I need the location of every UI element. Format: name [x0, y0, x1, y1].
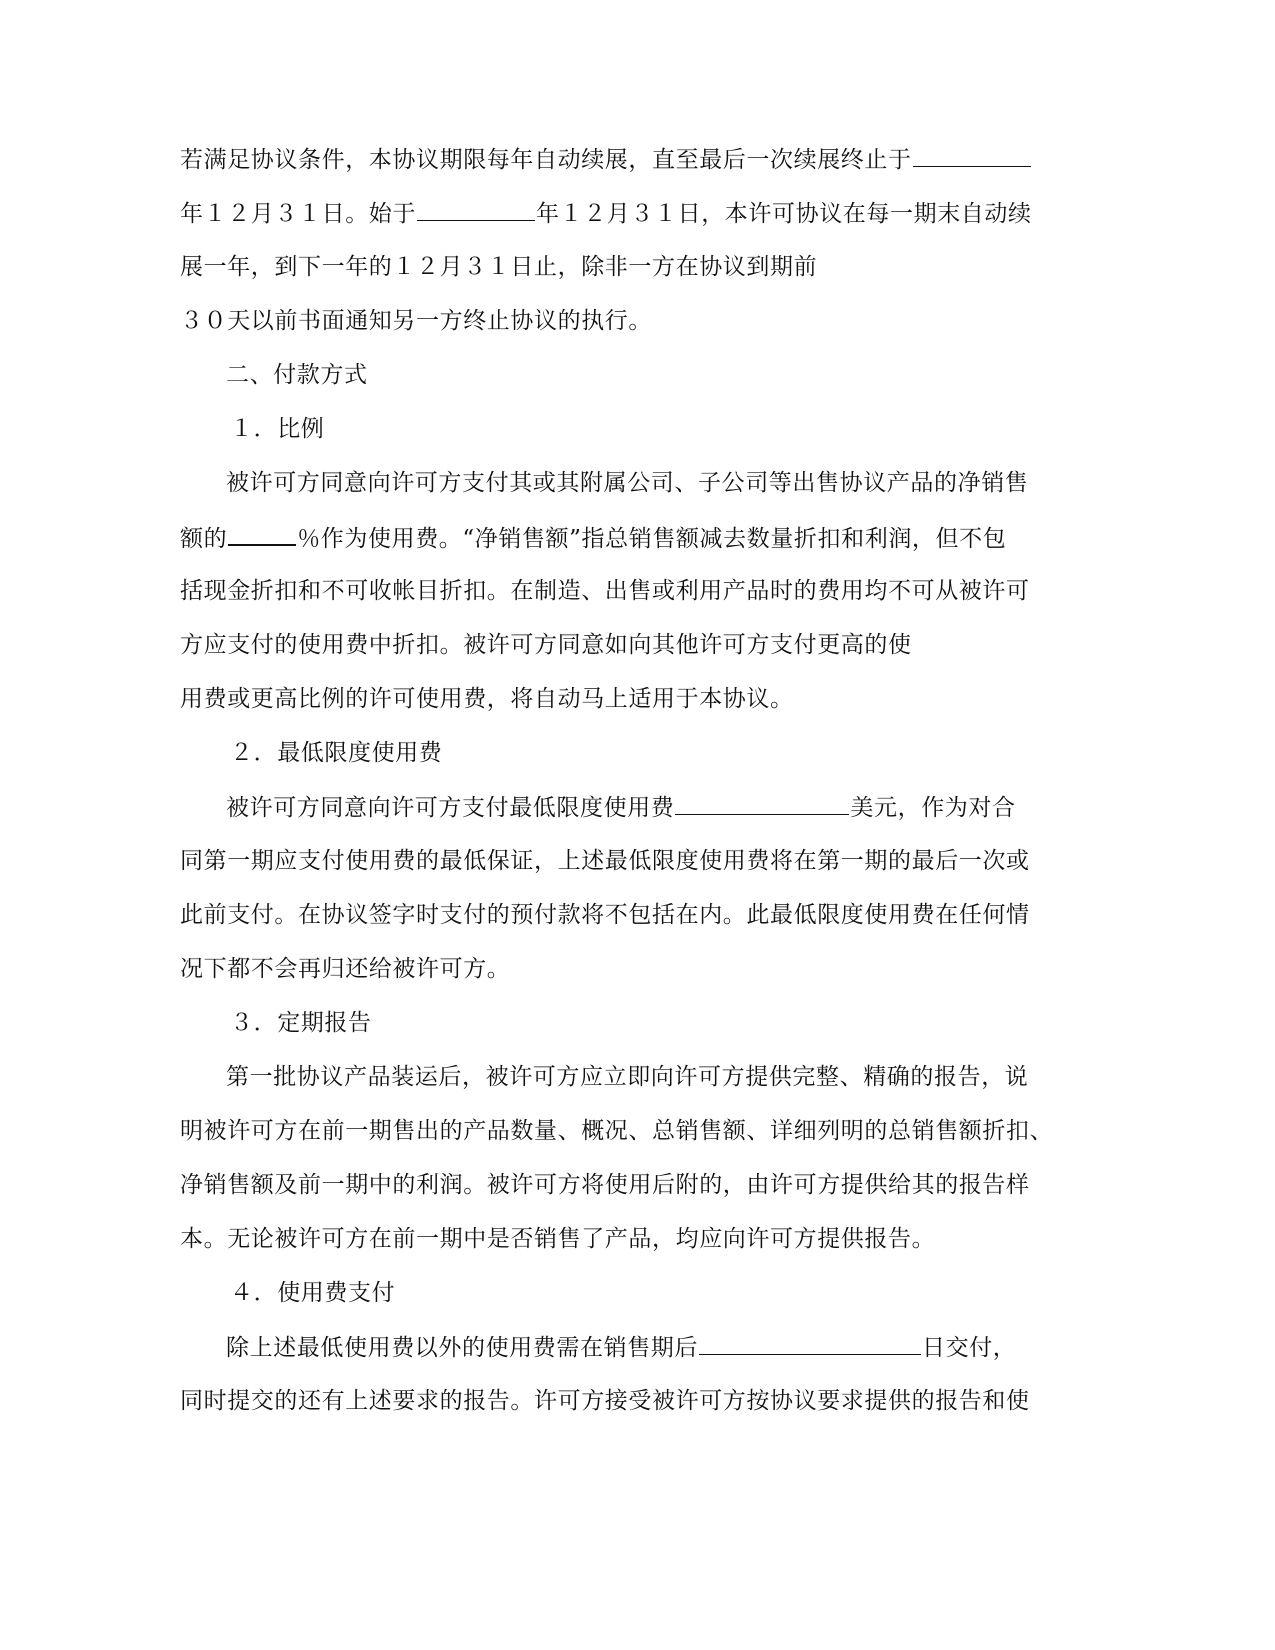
text-segment: ３０天以前书面通知另一方终止协议的执行。	[180, 308, 652, 334]
subsection-heading	[230, 1278, 395, 1308]
text-line	[180, 1116, 1053, 1146]
text-segment: 第一批协议产品装运后，被许可方应立即向许可方提供完整、精确的报告，说	[226, 1064, 1029, 1090]
text-segment: 年１２月３１日。始于	[180, 201, 416, 227]
section-heading	[226, 360, 368, 390]
heading-text: １．比例	[230, 416, 325, 442]
text-segment: 日交付，	[922, 1335, 1017, 1361]
fill-in-blank	[675, 792, 849, 815]
fill-in-blank	[417, 198, 535, 221]
text-segment: 同时提交的还有上述要求的报告。许可方接受被许可方按协议要求提供的报告和使	[180, 1388, 1030, 1414]
subsection-heading	[230, 738, 442, 768]
text-segment: 此前支付。在协议签字时支付的预付款将不包括在内。此最低限度使用费在任何情	[180, 902, 1030, 928]
text-line	[180, 252, 817, 282]
fill-in-blank	[228, 522, 296, 546]
text-line	[180, 1224, 935, 1254]
text-segment: 方应支付的使用费中折扣。被许可方同意如向其他许可方支付更高的使	[180, 632, 912, 658]
text-segment: 本。无论被许可方在前一期中是否销售了产品，均应向许可方提供报告。	[180, 1226, 936, 1252]
text-line	[180, 954, 510, 984]
text-segment: 除上述最低使用费以外的使用费需在销售期后	[226, 1335, 698, 1361]
text-segment: 同第一期应支付使用费的最低保证，上述最低限度使用费将在第一期的最后一次或	[180, 848, 1030, 874]
text-segment: 若满足协议条件，本协议期限每年自动续展，直至最后一次续展终止于	[180, 147, 912, 173]
text-segment: 况下都不会再归还给被许可方。	[180, 956, 511, 982]
text-line	[180, 1386, 1030, 1416]
fill-in-blank	[699, 1332, 921, 1355]
text-segment: 用费或更高比例的许可使用费，将自动马上适用于本协议。	[180, 686, 794, 712]
text-line	[180, 576, 1030, 606]
text-segment: 展一年，到下一年的１２月３１日止，除非一方在协议到期前	[180, 254, 818, 280]
heading-text: ３．定期报告	[230, 1010, 372, 1036]
text-line	[180, 630, 912, 660]
text-line	[180, 900, 1030, 930]
text-segment: 年１２月３１日，本许可协议在每一期末自动续	[536, 201, 1032, 227]
text-line	[180, 846, 1030, 876]
text-segment: 括现金折扣和不可收帐目折扣。在制造、出售或利用产品时的费用均不可从被许可	[180, 578, 1030, 604]
text-line	[226, 1332, 1016, 1363]
text-line	[180, 1170, 1030, 1200]
text-line	[226, 468, 1028, 498]
heading-text: ２．最低限度使用费	[230, 740, 443, 766]
heading-text: ４．使用费支付	[230, 1280, 396, 1306]
document-page	[180, 0, 1054, 1650]
text-segment: 被许可方同意向许可方支付最低限度使用费	[226, 795, 675, 821]
text-line	[180, 522, 1006, 554]
text-segment: 被许可方同意向许可方支付其或其附属公司、子公司等出售协议产品的净销售	[226, 470, 1029, 496]
text-segment: 明被许可方在前一期售出的产品数量、概况、总销售额、详细列明的总销售额折扣、	[180, 1118, 1054, 1144]
fill-in-blank	[913, 144, 1031, 167]
text-line	[180, 684, 794, 714]
subsection-heading	[230, 414, 324, 444]
text-segment: ％作为使用费。“净销售额”指总销售额减去数量折扣和利润，但不包	[297, 526, 1007, 552]
text-line	[180, 144, 1032, 175]
text-line	[226, 1062, 1028, 1092]
text-line	[226, 792, 1016, 823]
text-line	[180, 198, 1032, 229]
heading-text: 二、付款方式	[226, 362, 368, 388]
text-segment: 额的	[180, 526, 228, 552]
text-segment: 美元，作为对合	[850, 795, 1016, 821]
text-line	[180, 306, 652, 336]
subsection-heading	[230, 1008, 372, 1038]
text-segment: 净销售额及前一期中的利润。被许可方将使用后附的，由许可方提供给其的报告样	[180, 1172, 1030, 1198]
